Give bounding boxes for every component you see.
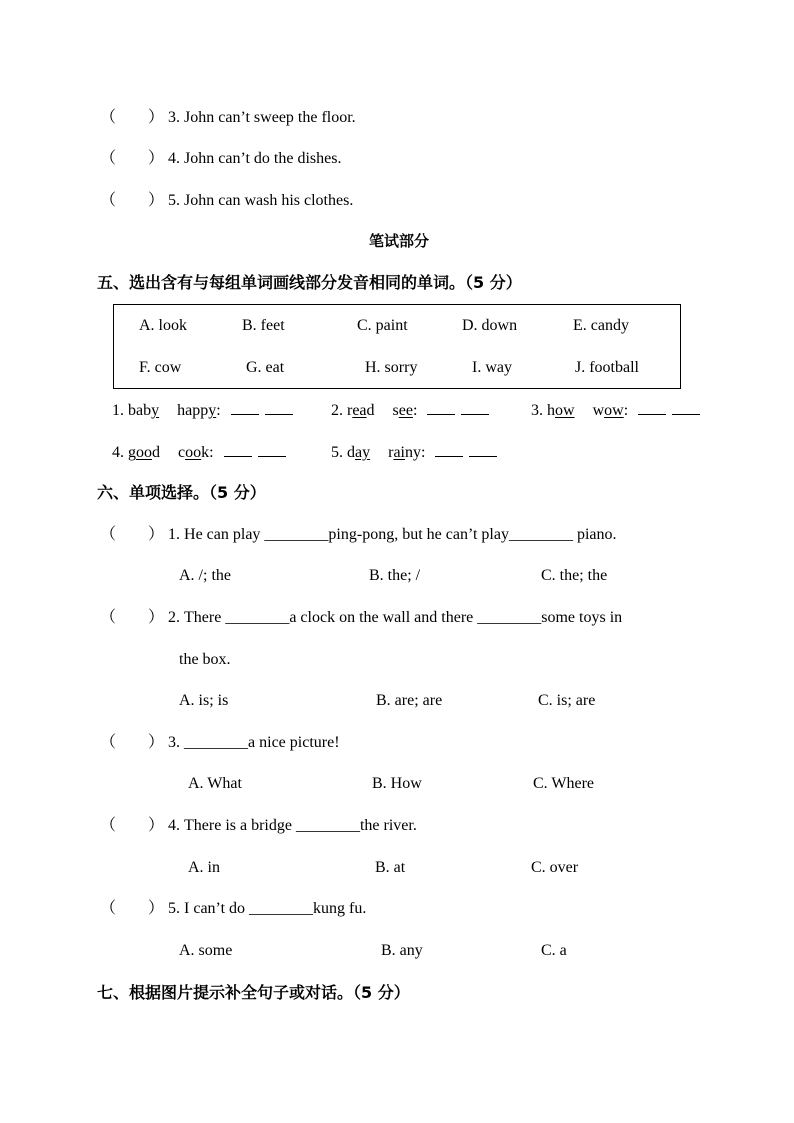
listening-item-3 <box>100 108 356 128</box>
q5-option-c: C. a <box>541 942 567 959</box>
answer-blank[interactable] <box>427 400 455 415</box>
answer-paren[interactable]: （ ） <box>100 192 165 209</box>
option-e: E. candy <box>573 317 629 334</box>
question-1 <box>100 525 617 545</box>
word-group-4: 4. good cook: <box>112 442 286 463</box>
listening-item-5 <box>100 191 353 211</box>
answer-blank[interactable] <box>265 400 293 415</box>
word-group-1: 1. baby happy: <box>112 400 293 421</box>
question-text: 4. There is a bridge ________the river. <box>168 817 417 834</box>
option-i: I. way <box>472 359 512 376</box>
q3-option-a: A. What <box>188 775 242 792</box>
question-5 <box>100 899 366 919</box>
option-c: C. paint <box>357 317 408 334</box>
q4-option-a: A. in <box>188 859 220 876</box>
question-2 <box>100 608 622 628</box>
item-text: 4. John can’t do the dishes. <box>168 150 342 167</box>
option-f: F. cow <box>139 359 182 376</box>
option-d: D. down <box>462 317 518 334</box>
option-b: B. feet <box>242 317 285 334</box>
answer-paren[interactable]: （ ） <box>100 109 165 126</box>
item-text: 5. John can wash his clothes. <box>168 192 354 209</box>
option-g: G. eat <box>246 359 285 376</box>
q2-option-a: A. is; is <box>179 692 229 709</box>
q2-option-b: B. are; are <box>376 692 443 709</box>
answer-paren[interactable]: （ ） <box>100 609 165 626</box>
q3-option-c: C. Where <box>533 775 595 792</box>
question-4 <box>100 816 417 836</box>
word-group-2: 2. read see: <box>331 400 489 421</box>
section-6-heading: 六、单项选择。（5 分） <box>97 483 266 502</box>
q2-option-c: C. is; are <box>538 692 596 709</box>
answer-blank[interactable] <box>231 400 259 415</box>
option-j: J. football <box>575 359 639 376</box>
q4-option-b: B. at <box>375 859 406 876</box>
answer-blank[interactable] <box>469 442 497 457</box>
q1-option-b: B. the; / <box>369 567 421 584</box>
answer-blank[interactable] <box>461 400 489 415</box>
answer-paren[interactable]: （ ） <box>100 734 165 751</box>
answer-blank[interactable] <box>435 442 463 457</box>
question-text: 2. There ________a clock on the wall and there ________some toys in <box>168 609 623 626</box>
question-2-continued: the box. <box>179 651 231 668</box>
answer-paren[interactable]: （ ） <box>100 150 165 167</box>
word-group-5: 5. day rainy: <box>331 442 497 463</box>
written-section-title: 笔试部分 <box>369 232 430 250</box>
word-group-3: 3. how wow: <box>531 400 700 421</box>
section-7-heading: 七、根据图片提示补全句子或对话。（5 分） <box>97 983 410 1002</box>
question-text: 5. I can’t do ________kung fu. <box>168 900 367 917</box>
answer-blank[interactable] <box>672 400 700 415</box>
question-3 <box>100 733 340 753</box>
q5-option-a: A. some <box>179 942 233 959</box>
answer-paren[interactable]: （ ） <box>100 526 165 543</box>
question-text: 3. ________a nice picture! <box>168 734 340 751</box>
item-text: 3. John can’t sweep the floor. <box>168 109 356 126</box>
listening-item-4 <box>100 149 341 169</box>
q5-option-b: B. any <box>381 942 423 959</box>
answer-paren[interactable]: （ ） <box>100 900 165 917</box>
option-h: H. sorry <box>365 359 418 376</box>
answer-blank[interactable] <box>258 442 286 457</box>
q1-option-c: C. the; the <box>541 567 608 584</box>
question-text: 1. He can play ________ping-pong, but he can’t play________ piano. <box>168 526 617 543</box>
q1-option-a: A. /; the <box>179 567 231 584</box>
option-a: A. look <box>139 317 187 334</box>
answer-blank[interactable] <box>638 400 666 415</box>
q3-option-b: B. How <box>372 775 422 792</box>
q4-option-c: C. over <box>531 859 579 876</box>
answer-blank[interactable] <box>224 442 252 457</box>
section-5-heading: 五、选出含有与每组单词画线部分发音相同的单词。（5 分） <box>97 273 522 292</box>
answer-paren[interactable]: （ ） <box>100 817 165 834</box>
